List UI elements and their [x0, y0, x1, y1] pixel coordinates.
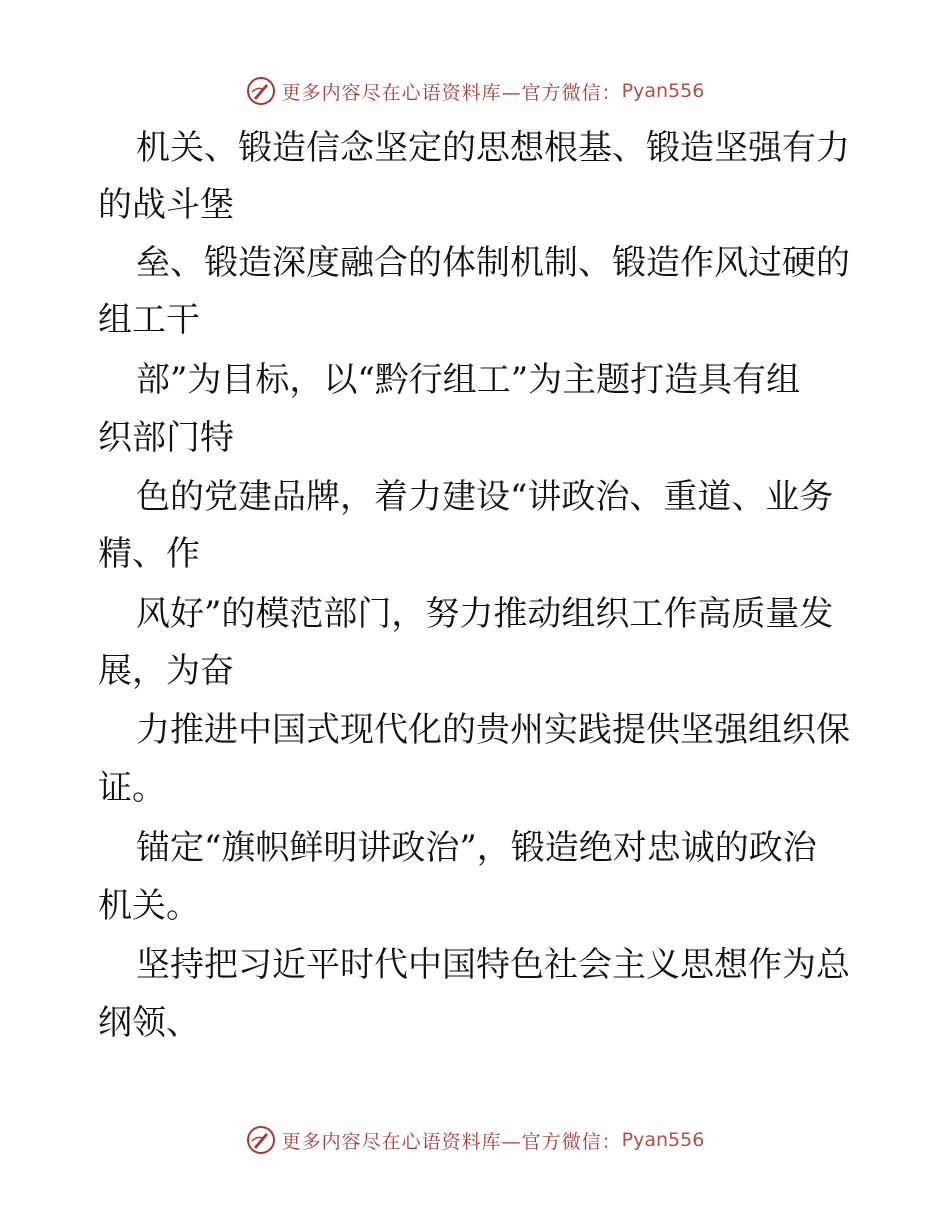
footer-watermark — [0, 1120, 950, 1160]
text-line: 风好”的模范部门，努力推动组织工作高质量发 — [136, 594, 834, 634]
text-line: 锚定“旗帜鲜明讲政治”，锻造绝对忠诚的政治 — [136, 828, 817, 868]
text-line: 纲领、 — [98, 1003, 200, 1043]
text-line: 组工干 — [98, 300, 200, 340]
header-watermark — [0, 71, 950, 111]
quill-logo-icon — [246, 76, 276, 106]
text-line: 色的党建品牌，着力建设“讲政治、重道、业务 — [136, 477, 834, 517]
text-line: 垒、锻造深度融合的体制机制、锻造作风过硬的 — [136, 243, 850, 283]
text-line: 机关。 — [98, 886, 200, 926]
quill-logo-icon — [246, 1125, 276, 1155]
text-line: 部”为目标，以“黔行组工”为主题打造具有组 — [136, 360, 801, 400]
watermark-text: 更多内容尽在心语资料库—官方微信： — [281, 81, 622, 104]
watermark-wechat-id: Pyan556 — [621, 1129, 705, 1151]
text-line: 展，为奋 — [98, 651, 234, 691]
watermark-text: 更多内容尽在心语资料库—官方微信： — [281, 1130, 622, 1153]
text-line: 证。 — [98, 768, 166, 808]
text-line: 机关、锻造信念坚定的思想根基、锻造坚强有力 — [136, 128, 850, 168]
text-line: 力推进中国式现代化的贵州实践提供坚强组织保 — [136, 710, 850, 750]
text-line: 的战斗堡 — [98, 185, 234, 225]
text-line: 织部门特 — [98, 418, 234, 458]
text-line: 精、作 — [98, 534, 200, 574]
watermark-wechat-id: Pyan556 — [621, 80, 705, 102]
text-line: 坚持把习近平时代中国特色社会主义思想作为总 — [136, 945, 850, 985]
